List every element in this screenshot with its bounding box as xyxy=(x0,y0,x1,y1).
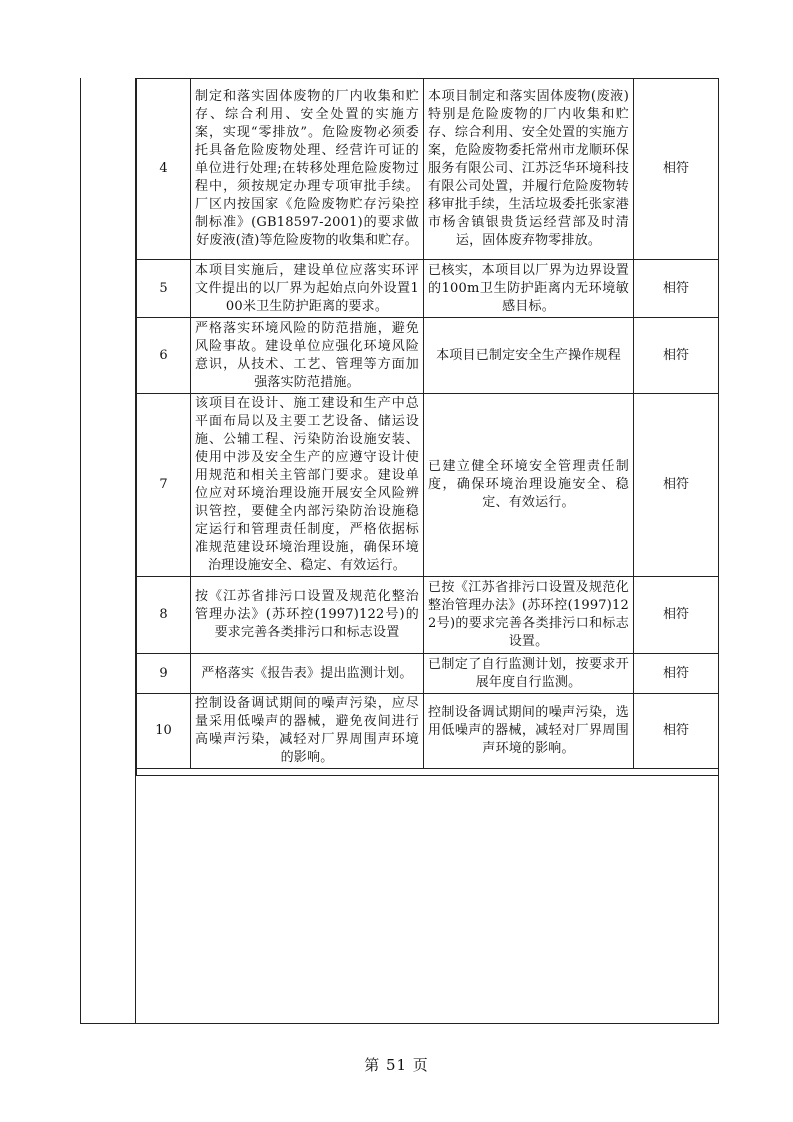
requirement-text: 严格落实环境风险的防范措施，避免风险事故。建设单位应强化环境风险意识，从技术、工艺、管理等方面加强落实防范措施。 xyxy=(191,318,424,394)
result-text: 相符 xyxy=(634,694,719,769)
result-text: 相符 xyxy=(634,654,719,694)
row-number: 4 xyxy=(137,79,191,260)
implementation-text: 已建立健全环境安全管理责任制度，确保环境治理设施安全、稳定、有效运行。 xyxy=(424,394,634,577)
implementation-text: 已制定了自行监测计划，按要求开展年度自行监测。 xyxy=(424,654,634,694)
table-row xyxy=(137,694,719,769)
table-end-rule xyxy=(137,769,719,776)
implementation-text: 已核实，本项目以厂界为边界设置的100m卫生防护距离内无环境敏感目标。 xyxy=(424,260,634,318)
requirement-text: 严格落实《报告表》提出监测计划。 xyxy=(191,654,424,694)
result-text: 相符 xyxy=(634,79,719,260)
table-row xyxy=(137,577,719,654)
page-number: 第 51 页 xyxy=(364,1056,429,1074)
implementation-text: 本项目已制定安全生产操作规程 xyxy=(424,318,634,394)
requirement-text: 本项目实施后，建设单位应落实环评文件提出的以厂界为起始点向外设置100米卫生防护距离的要求。 xyxy=(191,260,424,318)
implementation-text: 控制设备调试期间的噪声污染，选用低噪声的器械，减轻对厂界周围声环境的影响。 xyxy=(424,694,634,769)
result-text: 相符 xyxy=(634,394,719,577)
table-row xyxy=(137,654,719,694)
table-row xyxy=(137,79,719,260)
row-number: 8 xyxy=(137,577,191,654)
result-text: 相符 xyxy=(634,260,719,318)
table-row xyxy=(137,260,719,318)
requirement-text: 制定和落实固体废物的厂内收集和贮存、综合利用、安全处置的实施方案，实现“零排放”。危险废物必须委托具备危险废物处理、经营许可证的单位进行处理;在转移处理危险废物过程中，须按规定办理专项审批手续。厂区内按国家《危险废物贮存污染控制标准》(GB18597-2001)的要求做好废液(渣)等危险废物的收集和贮存。 xyxy=(191,79,424,260)
table-row xyxy=(137,318,719,394)
row-number: 6 xyxy=(137,318,191,394)
table-row xyxy=(137,394,719,577)
requirement-text: 按《江苏省排污口设置及规范化整治管理办法》(苏环控(1997)122号)的要求完善各类排污口和标志设置 xyxy=(191,577,424,654)
page-frame xyxy=(80,78,719,1024)
row-number: 5 xyxy=(137,260,191,318)
result-text: 相符 xyxy=(634,318,719,394)
row-number: 7 xyxy=(137,394,191,577)
row-number: 10 xyxy=(137,694,191,769)
implementation-text: 已按《江苏省排污口设置及规范化整治管理办法》(苏环控(1997)122号)的要求完善各类排污口和标志设置。 xyxy=(424,577,634,654)
implementation-text: 本项目制定和落实固体废物(废液)特别是危险废物的厂内收集和贮存、综合利用、安全处置的实施方案，危险废物委托常州市龙顺环保服务有限公司、江苏泛华环境科技有限公司处置，并履行危险废物转移审批手续，生活垃圾委托张家港市杨舍镇银贵货运经营部及时清运，固体废弃物零排放。 xyxy=(424,79,634,260)
row-number: 9 xyxy=(137,654,191,694)
result-text: 相符 xyxy=(634,577,719,654)
requirement-text: 控制设备调试期间的噪声污染，应尽量采用低噪声的器械，避免夜间进行高噪声污染，减轻对厂界周围声环境的影响。 xyxy=(191,694,424,769)
requirement-text: 该项目在设计、施工建设和生产中总平面布局以及主要工艺设备、储运设施、公辅工程、污染防治设施安装、使用中涉及安全生产的应遵守设计使用规范和相关主管部门要求。建设单位应对环境治理设施开展安全风险辨识管控，要健全内部污染防治设施稳定运行和管理责任制度，严格依据标准规范建设环境治理设施，确保环境治理设施安全、稳定、有效运行。 xyxy=(191,394,424,577)
compliance-table xyxy=(136,78,719,776)
